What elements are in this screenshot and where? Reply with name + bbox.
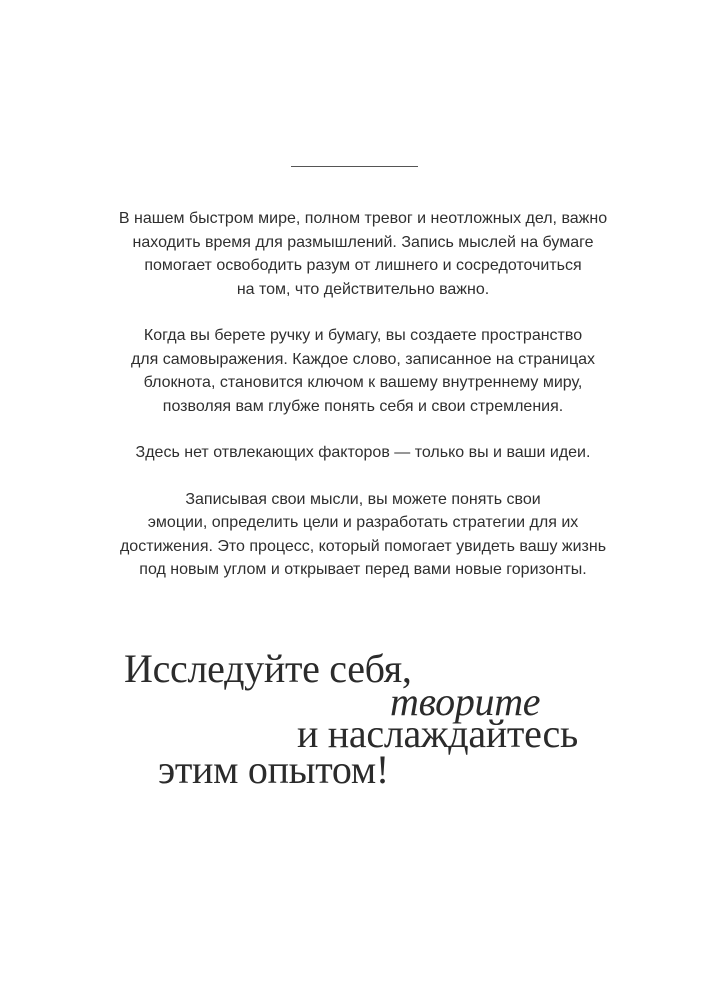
text-line: В нашем быстром мире, полном тревог и неотложных дел, важно (118, 210, 608, 227)
quote-line-2: творите (390, 679, 541, 724)
text-line: для самовыражения. Каждое слово, записанное на страницах (130, 350, 596, 368)
text-line: помогает освободить разум от лишнего и сосредоточиться (144, 257, 582, 274)
paragraph (60, 207, 666, 301)
text-line: достижения. Это процесс, который помогает увидеть вашу жизнь (119, 537, 607, 555)
decorative-divider (291, 166, 418, 167)
text-line: позволяя вам глубже понять себя и свои стремления. (162, 397, 564, 415)
quote-line-4: этим опытом! (158, 747, 389, 792)
paragraph (60, 441, 666, 465)
paragraph (60, 488, 666, 582)
text-line: Здесь нет отвлекающих факторов — только вы и ваши идеи. (135, 444, 591, 461)
text-line: Записывая свои мысли, вы можете понять свои (185, 490, 541, 508)
paragraph (60, 324, 666, 418)
text-line: на том, что действительно важно. (236, 280, 490, 298)
quote-line-3: и наслаждайтесь (297, 711, 578, 756)
body-text (60, 207, 666, 605)
text-line: эмоции, определить цели и разработать стратегии для их (147, 514, 579, 531)
quote-line-1: Исследуйте себя, (124, 646, 412, 691)
text-line: под новым углом и открывает перед вами новые горизонты. (139, 561, 587, 578)
text-line: блокнота, становится ключом к вашему внутреннему миру, (143, 374, 583, 391)
text-line: Когда вы берете ручку и бумагу, вы создаете пространство (143, 327, 583, 344)
text-line: находить время для размышлений. Запись мыслей на бумаге (132, 233, 594, 251)
